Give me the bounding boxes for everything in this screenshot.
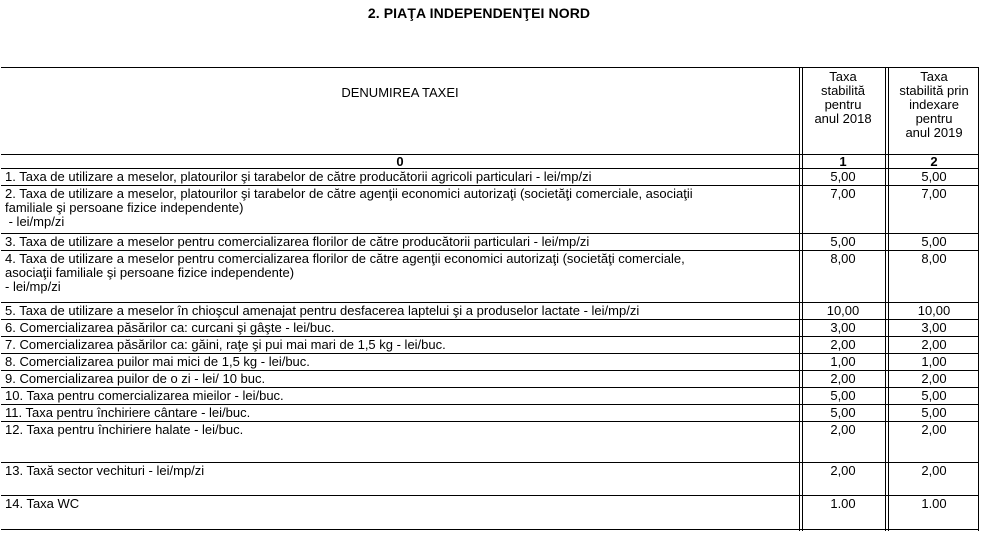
tax-name	[1, 186, 799, 233]
header-2018-line: Taxa	[829, 69, 857, 84]
tax-name	[1, 405, 799, 421]
tax-2019-value: 2,00	[921, 422, 947, 437]
tax-name	[1, 320, 799, 336]
tax-name-line: 3. Taxa de utilizare a meselor pentru comercializarea florilor de către producătorii particulari - lei/mp/zi	[5, 234, 590, 249]
tax-name-line: asociaţii familiale şi persoane fizice independente)	[5, 265, 295, 280]
tax-2018-value: 2,00	[830, 463, 856, 478]
tax-name-line: 10. Taxa pentru comercializarea mieilor - lei/buc.	[5, 388, 284, 403]
tax-name	[1, 251, 799, 302]
tax-2018-value: 1,00	[830, 354, 856, 369]
index-cell-2: 2	[930, 154, 938, 169]
tax-2019-value: 5,00	[921, 405, 947, 420]
table-row	[1, 303, 979, 320]
tax-name-line: 9. Comercializarea puilor de o zi - lei/ 10 buc.	[5, 371, 266, 386]
tax-name-line: 6. Comercializarea păsărilor ca: curcani şi gâşte - lei/buc.	[5, 320, 335, 335]
column-border	[885, 68, 886, 531]
tax-2019-value: 2,00	[921, 337, 947, 352]
tax-name-line: 5. Taxa de utilizare a meselor în chioşcul amenajat pentru desfacerea laptelui şi a produselor lactate - lei/mp/zi	[5, 303, 640, 318]
table-row	[1, 354, 979, 371]
tax-name-line: 12. Taxa pentru închiriere halate - lei/buc.	[5, 422, 244, 437]
table-index-row	[1, 155, 979, 169]
header-2018-line: anul 2018	[814, 111, 872, 126]
table-row	[1, 496, 979, 530]
tax-name-line: - lei/mp/zi	[5, 214, 65, 229]
page-title: 2. PIAŢA INDEPENDENŢEI NORD	[367, 5, 591, 21]
column-border	[888, 68, 889, 531]
tax-2018-value: 3,00	[830, 320, 856, 335]
header-denumirea: DENUMIREA TAXEI	[341, 85, 459, 100]
tax-2019-value: 1,00	[921, 354, 947, 369]
column-border	[802, 68, 803, 531]
tax-name-line: 8. Comercializarea puilor mai mici de 1,5 kg - lei/buc.	[5, 354, 310, 369]
tax-name	[1, 337, 799, 353]
table-row	[1, 337, 979, 354]
table-row	[1, 186, 979, 234]
table-row	[1, 422, 979, 463]
table-row	[1, 405, 979, 422]
tax-2019-value: 3,00	[921, 320, 947, 335]
tax-2018-value: 2,00	[830, 337, 856, 352]
column-border	[799, 68, 800, 531]
tax-2018-value: 7,00	[830, 186, 856, 201]
tax-2019-value: 5,00	[921, 169, 947, 184]
tax-2019-value: 7,00	[921, 186, 947, 201]
tax-2018-value: 2,00	[830, 422, 856, 437]
table-row	[1, 251, 979, 303]
tax-name-line: 11. Taxa pentru închiriere cântare - lei/buc.	[5, 405, 251, 420]
tax-name	[1, 234, 799, 250]
table-row	[1, 234, 979, 251]
tax-2019-value: 5,00	[921, 234, 947, 249]
header-2019-line: pentru	[915, 111, 953, 126]
tax-2019-value: 10,00	[917, 303, 951, 318]
tax-2018-value: 8,00	[830, 251, 856, 266]
tax-name	[1, 303, 799, 319]
tax-name-line: - lei/mp/zi	[5, 279, 61, 294]
tax-2019-value: 8,00	[921, 251, 947, 266]
header-2019-line: Taxa	[920, 69, 948, 84]
tax-name	[1, 388, 799, 404]
tax-name-line: 7. Comercializarea păsărilor ca: găini, raţe şi pui mai mari de 1,5 kg - lei/buc.	[5, 337, 446, 352]
table-row	[1, 320, 979, 337]
tax-name-line: 2. Taxa de utilizare a meselor, platourilor şi tarabelor de către agenţii economici autorizaţi (societăţi comerciale, asociaţii	[5, 186, 693, 201]
tax-2019-value: 5,00	[921, 388, 947, 403]
tax-name	[1, 463, 799, 495]
table-row	[1, 371, 979, 388]
tax-name	[1, 422, 799, 462]
tax-2018-value: 5,00	[830, 169, 856, 184]
tax-name-line: 4. Taxa de utilizare a meselor pentru comercializarea florilor de către agenţii economici autorizaţi (societăţi comerciale,	[5, 251, 685, 266]
tax-2019-value: 2,00	[921, 371, 947, 386]
table-header-row	[1, 68, 979, 155]
tax-2018-value: 5,00	[830, 405, 856, 420]
tax-2018-value: 10,00	[826, 303, 860, 318]
tax-2019-value: 2,00	[921, 463, 947, 478]
table-row	[1, 463, 979, 496]
tax-name	[1, 354, 799, 370]
header-2019-line: stabilită prin	[899, 83, 969, 98]
tax-2018-value: 5,00	[830, 234, 856, 249]
header-2019-line: anul 2019	[905, 125, 963, 140]
header-2018-line: pentru	[824, 97, 862, 112]
table-row	[1, 388, 979, 405]
tax-name	[1, 169, 799, 185]
tax-name	[1, 371, 799, 387]
tax-name	[1, 496, 799, 529]
header-2018	[801, 68, 885, 154]
column-border	[978, 68, 979, 531]
tax-2018-value: 1.00	[830, 496, 856, 511]
tax-name-line: 14. Taxa WC	[5, 496, 80, 511]
tax-name-line: 13. Taxă sector vechituri - lei/mp/zi	[5, 463, 205, 478]
table-row	[1, 169, 979, 186]
header-2019-line: indexare	[909, 97, 959, 112]
tax-name-line: familiale şi persoane fizice independente)	[5, 200, 244, 215]
index-cell-1: 1	[839, 154, 847, 169]
tax-2018-value: 5,00	[830, 388, 856, 403]
header-2018-line: stabilită	[820, 83, 866, 98]
tax-2018-value: 2,00	[830, 371, 856, 386]
tax-name-line: 1. Taxa de utilizare a meselor, platourilor şi tarabelor de către producătorii agricoli particulari - lei/mp/zi	[5, 169, 592, 184]
header-2019	[889, 68, 979, 154]
tax-2019-value: 1.00	[921, 496, 947, 511]
index-cell-0: 0	[396, 154, 404, 169]
